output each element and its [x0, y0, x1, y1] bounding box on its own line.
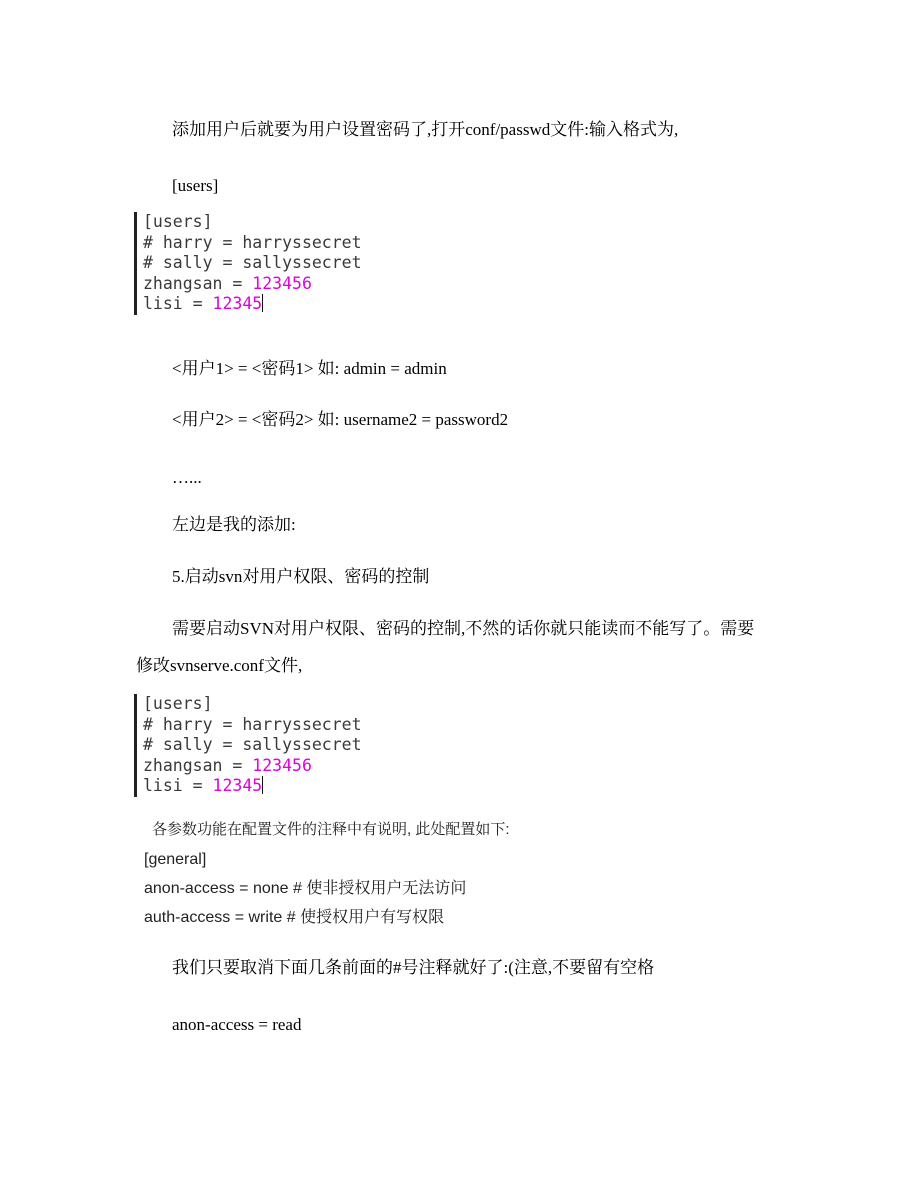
code-line: # harry = harryssecret	[143, 714, 362, 734]
paragraph-ellipsis: …...	[172, 468, 202, 487]
paragraph-user1-format: <用户1> = <密码1> 如: admin = admin	[172, 359, 447, 378]
code-line	[143, 294, 383, 315]
paragraph-users-header: [users]	[172, 176, 219, 195]
paragraph-uncomment-instructions: 我们只要取消下面几条前面的#号注释就好了:(注意,不要留有空格	[172, 958, 655, 977]
code-line: # sally = sallyssecret	[143, 253, 362, 272]
paragraph-passwd-intro: 添加用户后就要为用户设置密码了,打开conf/passwd文件:输入格式为,	[172, 120, 679, 139]
code-line: [users]	[143, 694, 213, 713]
text-cursor	[262, 776, 263, 794]
paragraph-modify-conf: 修改svnserve.conf文件,	[136, 656, 303, 675]
code-line: # sally = sallyssecret	[143, 735, 362, 754]
text-cursor	[262, 294, 263, 312]
paragraph-enable-control: 需要启动SVN对用户权限、密码的控制,不然的话你就只能读而不能写了。需要	[172, 619, 755, 638]
config-line-anon: anon-access = none # 使非授权用户无法访问	[144, 880, 467, 897]
paragraph-my-additions: 左边是我的添加:	[172, 515, 296, 534]
code-value: 12345	[212, 294, 263, 313]
code-line: # harry = harryssecret	[143, 232, 362, 252]
code-line	[143, 756, 383, 777]
code-key: lisi =	[143, 776, 213, 795]
code-screenshot-1	[134, 212, 383, 315]
code-screenshot-2	[134, 694, 383, 797]
code-key: zhangsan =	[143, 755, 253, 775]
code-key: zhangsan =	[143, 273, 253, 293]
paragraph-section-title: 5.启动svn对用户权限、密码的控制	[172, 567, 430, 586]
code-value: 123456	[252, 273, 312, 293]
config-line-auth: auth-access = write # 使授权用户有写权限	[144, 909, 445, 926]
code-key: lisi =	[143, 294, 213, 313]
code-line: [users]	[143, 212, 213, 231]
code-line	[143, 274, 383, 295]
code-value: 12345	[212, 776, 263, 795]
paragraph-user2-format: <用户2> = <密码2> 如: username2 = password2	[172, 410, 509, 429]
config-line-general: [general]	[144, 851, 207, 868]
code-value: 123456	[252, 755, 312, 775]
code-line	[143, 776, 383, 797]
config-caption: 各参数功能在配置文件的注释中有说明, 此处配置如下:	[152, 821, 510, 838]
paragraph-anon-access-read: anon-access = read	[172, 1015, 302, 1034]
